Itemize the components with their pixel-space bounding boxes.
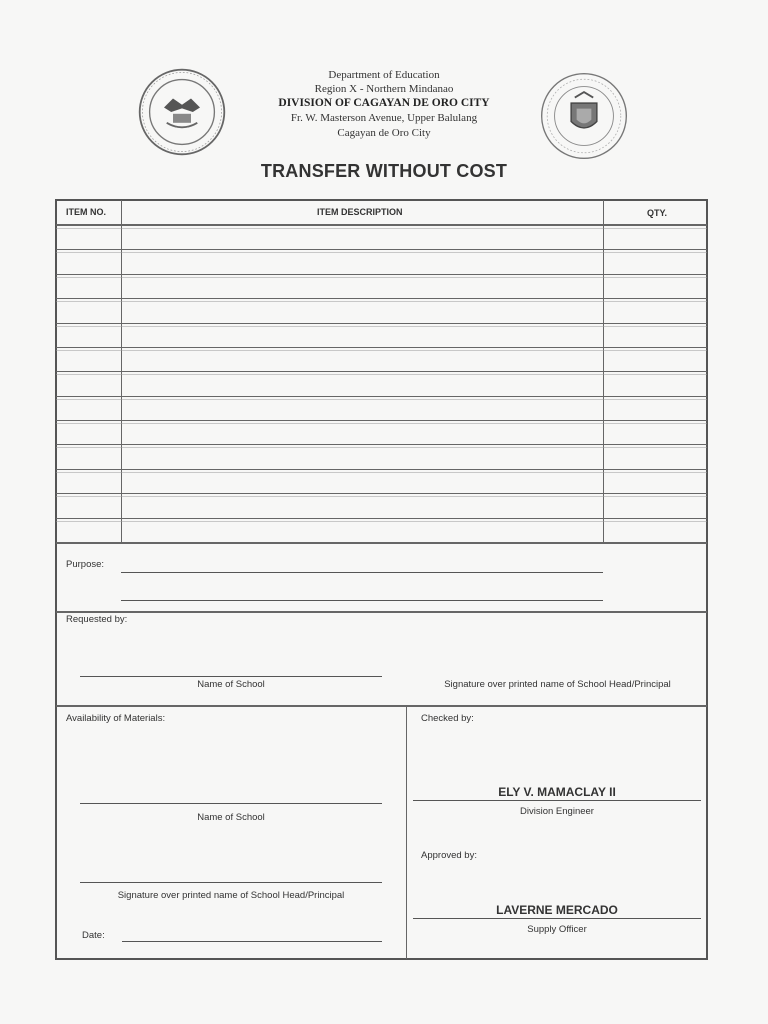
approved-by-label: Approved by: [421, 850, 477, 861]
requested-bottom-rule [56, 705, 707, 707]
approved-by-role: Supply Officer [527, 924, 587, 935]
column-header-item-description: ITEM DESCRIPTION [317, 207, 403, 217]
table-row-inner-rule [56, 496, 707, 497]
table-row[interactable] [56, 518, 707, 519]
table-row[interactable] [56, 469, 707, 470]
table-row-inner-rule [56, 326, 707, 327]
purpose-input-line-2[interactable] [121, 600, 603, 601]
table-row[interactable] [56, 420, 707, 421]
table-row-inner-rule [56, 521, 707, 522]
table-row-inner-rule [56, 277, 707, 278]
header-line-4: Fr. W. Masterson Avenue, Upper Balulang [290, 112, 478, 124]
requested-by-label: Requested by: [66, 614, 128, 625]
table-row[interactable] [56, 444, 707, 445]
table-row[interactable] [56, 493, 707, 494]
checked-by-role: Division Engineer [520, 806, 594, 817]
header-line-1: Department of Education [328, 69, 440, 81]
purpose-label: Purpose: [66, 559, 105, 570]
table-row-inner-rule [56, 447, 707, 448]
date-label: Date: [82, 930, 105, 941]
table-row[interactable] [56, 396, 707, 397]
division-seal-icon [137, 67, 227, 157]
table-row[interactable] [56, 274, 707, 275]
table-row[interactable] [56, 371, 707, 372]
bottom-column-divider [406, 706, 407, 959]
approved-by-signature-line[interactable] [413, 918, 701, 919]
availability-school-line[interactable] [80, 803, 382, 804]
table-header-rule [56, 224, 707, 226]
checked-by-label: Checked by: [421, 713, 474, 724]
table-row-inner-rule [56, 350, 707, 351]
checked-by-signature-line[interactable] [413, 800, 701, 801]
table-row-inner-rule [56, 399, 707, 400]
table-row-inner-rule [56, 472, 707, 473]
table-row-inner-rule [56, 252, 707, 253]
availability-label: Availability of Materials: [66, 713, 166, 724]
form-title: TRANSFER WITHOUT COST [260, 161, 508, 181]
purpose-bottom-rule [56, 611, 707, 613]
table-row-inner-rule [56, 423, 707, 424]
table-row-inner-rule [56, 374, 707, 375]
requested-signature-caption: Signature over printed name of School Head/Principal [444, 679, 671, 690]
header-line-2: Region X - Northern Mindanao [314, 83, 454, 95]
kagawaran-seal-icon [538, 70, 630, 162]
date-input-line[interactable] [122, 941, 382, 942]
table-row[interactable] [56, 323, 707, 324]
checked-by-name: ELY V. MAMACLAY II [498, 785, 616, 799]
approved-by-name: LAVERNE MERCADO [496, 903, 618, 917]
column-header-item-no: ITEM NO. [66, 207, 106, 217]
header-line-5: Cagayan de Oro City [337, 127, 431, 139]
requested-school-line[interactable] [80, 676, 382, 677]
column-header-qty: QTY. [647, 208, 668, 218]
table-row-inner-rule [56, 301, 707, 302]
table-row[interactable] [56, 298, 707, 299]
table-row[interactable] [56, 249, 707, 250]
requested-school-caption: Name of School [197, 679, 265, 690]
availability-school-caption: Name of School [197, 812, 265, 823]
availability-signature-line[interactable] [80, 882, 382, 883]
table-row-inner-rule [56, 228, 707, 229]
form-frame [55, 199, 708, 960]
availability-signature-caption: Signature over printed name of School Head/Principal [117, 890, 345, 901]
table-bottom-rule [56, 542, 707, 544]
table-row[interactable] [56, 347, 707, 348]
header-line-3: DIVISION OF CAGAYAN DE ORO CITY [278, 97, 490, 109]
purpose-input-line-1[interactable] [121, 572, 603, 573]
